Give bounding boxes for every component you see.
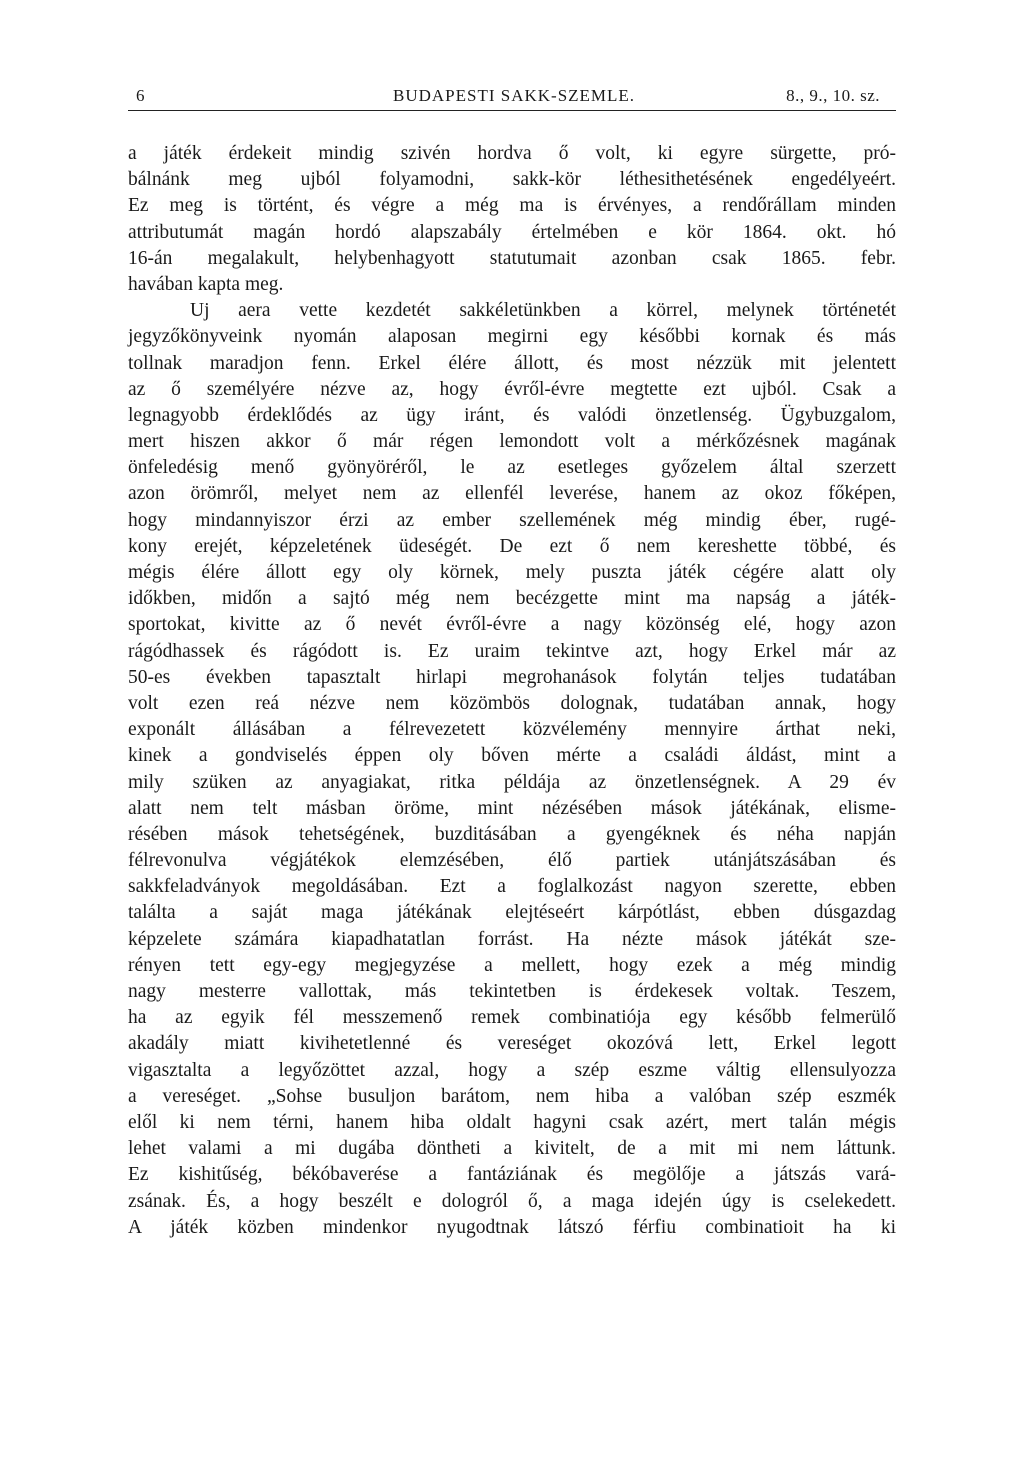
text-line: 50-es években tapasztalt hirlapi megrohanások folytán teljes tudatában [128,666,896,688]
text-line: képzelete számára kiapadhatatlan forrást. Ha nézte mások játékát sze- [128,928,896,950]
text-line: Ez meg is történt, és végre a még ma is érvényes, a rendőrállam minden [128,195,896,217]
text-line: mégis élére állott egy oly körnek, mely puszta játék cégére alatt oly [128,562,896,583]
paragraph-start-line: Uj aera vette kezdetét sakkéletünkben a körrel, melynek történetét [190,300,896,322]
text-line: hogy mindannyiszor érzi az ember szellemének még mindig éber, rugé- [128,509,896,531]
text-line: azon örömről, melyet nem az ellenfél leverése, hanem az okoz főképen, [128,483,896,505]
text-line: zsának. És, a hogy beszélt e dologról ő, a maga idején úgy is cselekedett. [128,1190,896,1212]
page-number: 6 [136,86,145,105]
text-line: ha az egyik fél messzemenő remek combinatiója egy később felmerülő [128,1007,896,1029]
text-line: időkben, midőn a sajtó még nem becézgette mint ma napság a játék- [128,588,896,610]
text-line: kony erejét, képzeletének üdeségét. De ezt ő nem kereshette többé, és [128,535,896,557]
text-line: alatt nem telt másban öröme, mint nézésében mások játékának, elisme- [128,797,896,819]
text-line: a vereséget. „Sohse busuljon barátom, nem hiba a valóban szép eszmék [128,1085,896,1107]
text-line: Ez kishitűség, békóbaverése a fantáziának és megölője a játszás vará- [128,1164,896,1186]
body-text [128,141,896,1241]
text-line: mily szüken az anyagiakat, ritka példája az önzetlenségnek. A 29 év [128,771,896,793]
text-line: vigasztalta a legyőzöttet azzal, hogy a szép eszme váltig ellensulyozza [128,1059,896,1081]
text-line: a játék érdekeit mindig szivén hordva ő volt, ki egyre sürgette, pró- [128,143,896,164]
text-line: önfeledésig menő gyönyöréről, le az esetleges győzelem által szerzett [128,457,896,479]
text-line: elől ki nem térni, hanem hiba oldalt hagyni csak azért, mert talán mégis [128,1111,896,1133]
text-line: exponált állásában a félrevezetett közvélemény mennyire árthat neki, [128,719,896,741]
text-line: legnagyobb érdeklődés az ügy iránt, és valódi önzetlenség. Ügybuzgalom, [128,404,896,426]
text-line: volt ezen reá nézve nem közömbös dolognak, tudatában annak, hogy [128,692,896,714]
text-line: félrevonulva végjátékok elemzésében, élő partiek utánjátszásában és [128,850,896,872]
text-line: havában kapta meg. [128,273,284,295]
text-line: akadály miatt kivihetetlenné és vereséget okozóvá lett, Erkel legott [128,1033,896,1055]
text-line: rágódhassek és rágódott is. Ez uraim tekintve azt, hogy Erkel már az [128,640,896,662]
text-line: attributumát magán hordó alapszabály értelmében e kör 1864. okt. hó [128,221,896,243]
text-line: lehet valami a mi dugába döntheti a kivitelt, de a mit mi nem láttunk. [128,1138,896,1160]
text-line: bálnánk meg ujból folyamodni, sakk-kör léthesithetésének engedélyeért. [128,169,896,191]
journal-title: BUDAPESTI SAKK-SZEMLE. [393,86,636,105]
text-line: az ő személyére nézve az, hogy évről-évre megtette ezt ujból. Csak a [128,378,896,400]
text-line: kinek a gondviselés éppen oly bőven mérte a családi áldást, mint a [128,745,896,767]
text-line: sportokat, kivitte az ő nevét évről-évre a nagy közönség elé, hogy azon [128,614,896,636]
text-line: tollnak maradjon fenn. Erkel élére állott, és most nézzük mit jelentett [128,352,896,374]
issue-number: 8., 9., 10. sz. [786,86,880,105]
text-line: találta a saját maga játékának elejtéseért kárpótlást, ebben dúsgazdag [128,902,896,924]
text-line: mert hiszen akkor ő már régen lemondott volt a mérkőzésnek magának [128,431,896,453]
running-header [128,86,896,111]
text-line: nagy mesterre vallottak, más tekintetben is érdekesek voltak. Teszem, [128,981,896,1002]
text-line: 16-án megalakult, helybenhagyott statutumait azonban csak 1865. febr. [128,247,896,269]
text-line: résében mások tehetségének, buzditásában a gyengéknek és néha napján [128,823,896,845]
text-line: A játék közben mindenkor nyugodtnak látszó férfiu combinatioit ha ki [128,1216,896,1238]
text-line: rényen tett egy-egy megjegyzése a mellett, hogy ezek a még mindig [128,954,896,976]
text-line: sakkfeladványok megoldásában. Ezt a foglalkozást nagyon szerette, ebben [128,876,896,898]
text-line: jegyzőkönyveink nyomán alaposan megirni egy későbbi kornak és más [128,326,896,348]
